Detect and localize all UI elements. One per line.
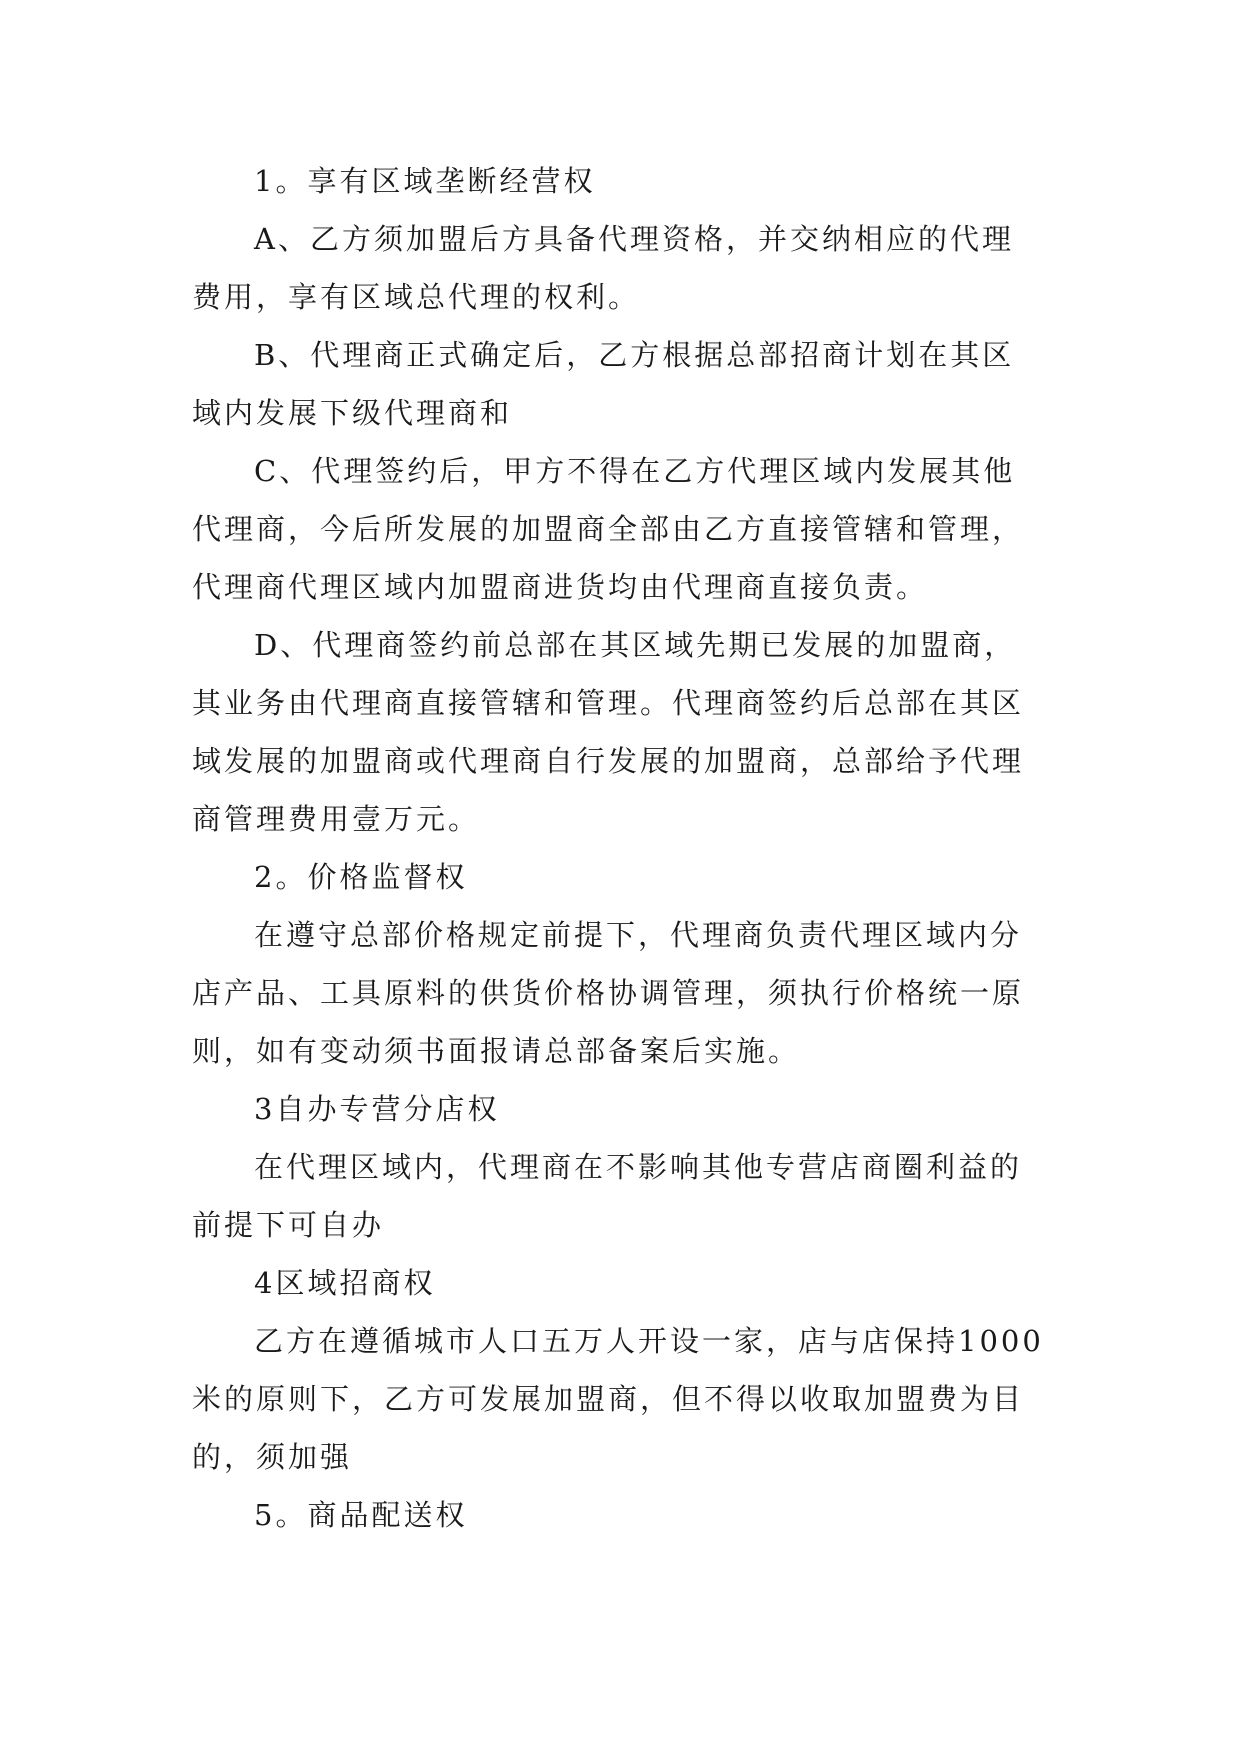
text-line: 在遵守总部价格规定前提下，代理商负责代理区域内分 (254, 918, 1023, 952)
text-line: 的，须加强 (192, 1440, 353, 1474)
text-line: 5。商品配送权 (254, 1498, 468, 1532)
text-line: 在代理区域内，代理商在不影响其他专营店商圈利益的 (254, 1150, 1023, 1184)
text-line: 域内发展下级代理商和 (192, 396, 513, 430)
text-line: 3自办专营分店权 (254, 1092, 500, 1126)
paragraph-b (192, 326, 1052, 442)
text-line: 米的原则下，乙方可发展加盟商，但不得以收取加盟费为目 (192, 1382, 1025, 1416)
section-heading-1 (192, 152, 1052, 210)
document-body (192, 152, 1052, 1544)
text-line: C、代理签约后，甲方不得在乙方代理区域内发展其他 (254, 454, 1016, 488)
text-line: 代理商代理区域内加盟商进货均由代理商直接负责。 (192, 570, 929, 604)
text-line: B、代理商正式确定后，乙方根据总部招商计划在其区 (254, 338, 1015, 372)
text-line: A、乙方须加盟后方具备代理资格，并交纳相应的代理 (254, 222, 1014, 256)
text-line: 店产品、工具原料的供货价格协调管理，须执行价格统一原 (192, 976, 1025, 1010)
paragraph-price (192, 906, 1052, 1080)
text-line: 1。享有区域垄断经营权 (254, 164, 596, 198)
paragraph-d (192, 616, 1052, 848)
paragraph-recruit (192, 1312, 1052, 1486)
paragraph-own-store (192, 1138, 1052, 1254)
text-line: 商管理费用壹万元。 (192, 802, 481, 836)
section-heading-3 (192, 1080, 1052, 1138)
section-heading-2 (192, 848, 1052, 906)
text-line: 域发展的加盟商或代理商自行发展的加盟商，总部给予代理 (192, 744, 1025, 778)
text-line: 代理商，今后所发展的加盟商全部由乙方直接管辖和管理， (192, 512, 1025, 546)
text-line: 则，如有变动须书面报请总部备案后实施。 (192, 1034, 801, 1068)
text-line: 4区域招商权 (254, 1266, 436, 1300)
paragraph-a (192, 210, 1052, 326)
section-heading-5 (192, 1486, 1052, 1544)
text-line: D、代理商签约前总部在其区域先期已发展的加盟商， (254, 628, 1017, 662)
paragraph-c (192, 442, 1052, 616)
text-line: 费用，享有区域总代理的权利。 (192, 280, 641, 314)
section-heading-4 (192, 1254, 1052, 1312)
text-line: 乙方在遵循城市人口五万人开设一家，店与店保持1000 (254, 1324, 1044, 1358)
text-line: 2。价格监督权 (254, 860, 468, 894)
text-line: 前提下可自办 (192, 1208, 385, 1242)
text-line: 其业务由代理商直接管辖和管理。代理商签约后总部在其区 (192, 686, 1025, 720)
